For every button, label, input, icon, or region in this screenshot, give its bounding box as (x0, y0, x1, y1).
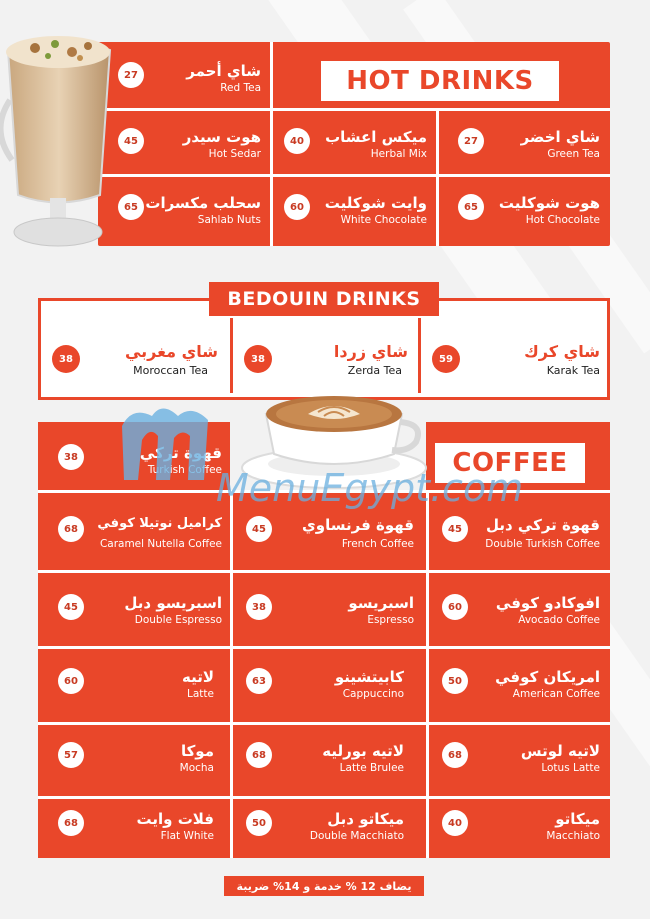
price-badge: 38 (58, 444, 84, 470)
price-badge: 57 (58, 742, 84, 768)
price-badge: 60 (284, 194, 310, 220)
item-ar: ميكاتو دبل (327, 810, 404, 828)
item-ar: امريكان كوفي (495, 668, 600, 686)
item-ar: موكا (180, 742, 214, 760)
grid-line (230, 490, 233, 858)
item-ar: هوت سيدر (182, 128, 261, 146)
item-ar: افوكادو كوفي (495, 594, 600, 612)
item-en: Moroccan Tea (133, 364, 208, 377)
item-en: Sahlab Nuts (197, 214, 261, 226)
price-badge: 40 (284, 128, 310, 154)
price-badge: 38 (244, 345, 272, 373)
price-badge: 65 (118, 194, 144, 220)
coffee-title: COFFEE (432, 440, 588, 486)
item-ar: هوت شوكليت (498, 194, 600, 212)
price-badge: 45 (442, 516, 468, 542)
item-en: Green Tea (547, 148, 600, 160)
item-en: American Coffee (512, 688, 600, 700)
price-badge: 50 (246, 810, 272, 836)
item-en: Red Tea (220, 82, 261, 94)
item-en: Flat White (160, 830, 214, 842)
bedouin-drinks-title: BEDOUIN DRINKS (209, 282, 439, 316)
price-badge: 45 (58, 594, 84, 620)
item-ar: شاي أحمر (186, 62, 261, 80)
item-en: Turkish Coffee (147, 464, 222, 476)
item-ar: قهوة تركي (139, 444, 222, 462)
item-en: Double Turkish Coffee (485, 538, 600, 550)
price-badge: 59 (432, 345, 460, 373)
item-ar: فلات وايت (136, 810, 214, 828)
grid-line (418, 318, 421, 393)
item-ar: كابيتشينو (334, 668, 404, 686)
item-ar: لاتيه بورليه (322, 742, 404, 760)
item-ar: شاي اخضر (520, 128, 600, 146)
item-ar: اسبريسو (348, 594, 414, 612)
item-ar: شاي مغربي (124, 342, 218, 361)
item-en: Lotus Latte (541, 762, 600, 774)
price-badge: 60 (58, 668, 84, 694)
price-badge: 68 (58, 516, 84, 542)
item-ar: قهوة فرنساوي (302, 516, 414, 534)
price-badge: 38 (246, 594, 272, 620)
grid-line (230, 318, 233, 393)
grid-line (38, 570, 610, 573)
item-en: Hot Sedar (208, 148, 261, 160)
item-en: Herbal Mix (370, 148, 427, 160)
price-badge: 68 (246, 742, 272, 768)
item-en: Latte (187, 688, 214, 700)
grid-line (270, 42, 273, 246)
item-en: Karak Tea (546, 364, 600, 377)
tax-service-note: يضاف 12 % خدمة و 14% ضريبة (224, 876, 424, 896)
price-badge: 40 (442, 810, 468, 836)
item-en: Cappuccino (342, 688, 404, 700)
price-badge: 60 (442, 594, 468, 620)
watermark-text: MenuEgypt.com (216, 466, 524, 510)
item-ar: لاتيه لوتس (520, 742, 600, 760)
item-en: Mocha (179, 762, 214, 774)
item-en: French Coffee (341, 538, 414, 550)
grid-line (38, 796, 610, 799)
item-en: Zerda Tea (347, 364, 402, 377)
item-en: Double Espresso (134, 614, 222, 626)
grid-line (38, 722, 610, 725)
item-ar: شاي زردا (333, 342, 408, 361)
latte-glass-image (0, 30, 120, 265)
grid-line (436, 111, 439, 246)
price-badge: 68 (58, 810, 84, 836)
grid-line (426, 490, 429, 858)
grid-line (98, 174, 610, 177)
item-ar: اسبريسو دبل (124, 594, 222, 612)
item-ar: ميكاتو (555, 810, 600, 828)
price-badge: 65 (458, 194, 484, 220)
grid-line (98, 108, 610, 111)
item-en: Macchiato (546, 830, 600, 842)
item-en: Double Macchiato (309, 830, 404, 842)
item-en: Espresso (367, 614, 414, 626)
item-ar: قهوة تركي دبل (485, 516, 600, 534)
item-ar: ميكس اعشاب (325, 128, 427, 146)
item-ar: سحلب مكسرات (145, 194, 261, 212)
price-badge: 27 (458, 128, 484, 154)
price-badge: 38 (52, 345, 80, 373)
price-badge: 27 (118, 62, 144, 88)
price-badge: 50 (442, 668, 468, 694)
item-ar: كراميل نوتيلا كوفي (97, 516, 222, 531)
item-ar: لاتيه (181, 668, 214, 686)
item-en: Avocado Coffee (518, 614, 600, 626)
item-en: Hot Chocolate (525, 214, 600, 226)
hot-drinks-title: HOT DRINKS (318, 58, 562, 104)
item-ar: وايت شوكليت (324, 194, 427, 212)
price-badge: 45 (246, 516, 272, 542)
item-en: Caramel Nutella Coffee (99, 538, 222, 550)
price-badge: 45 (118, 128, 144, 154)
grid-line (38, 646, 610, 649)
price-badge: 68 (442, 742, 468, 768)
item-en: White Chocolate (340, 214, 427, 226)
price-badge: 63 (246, 668, 272, 694)
item-en: Latte Brulee (339, 762, 404, 774)
item-ar: شاي كرك (524, 342, 600, 361)
